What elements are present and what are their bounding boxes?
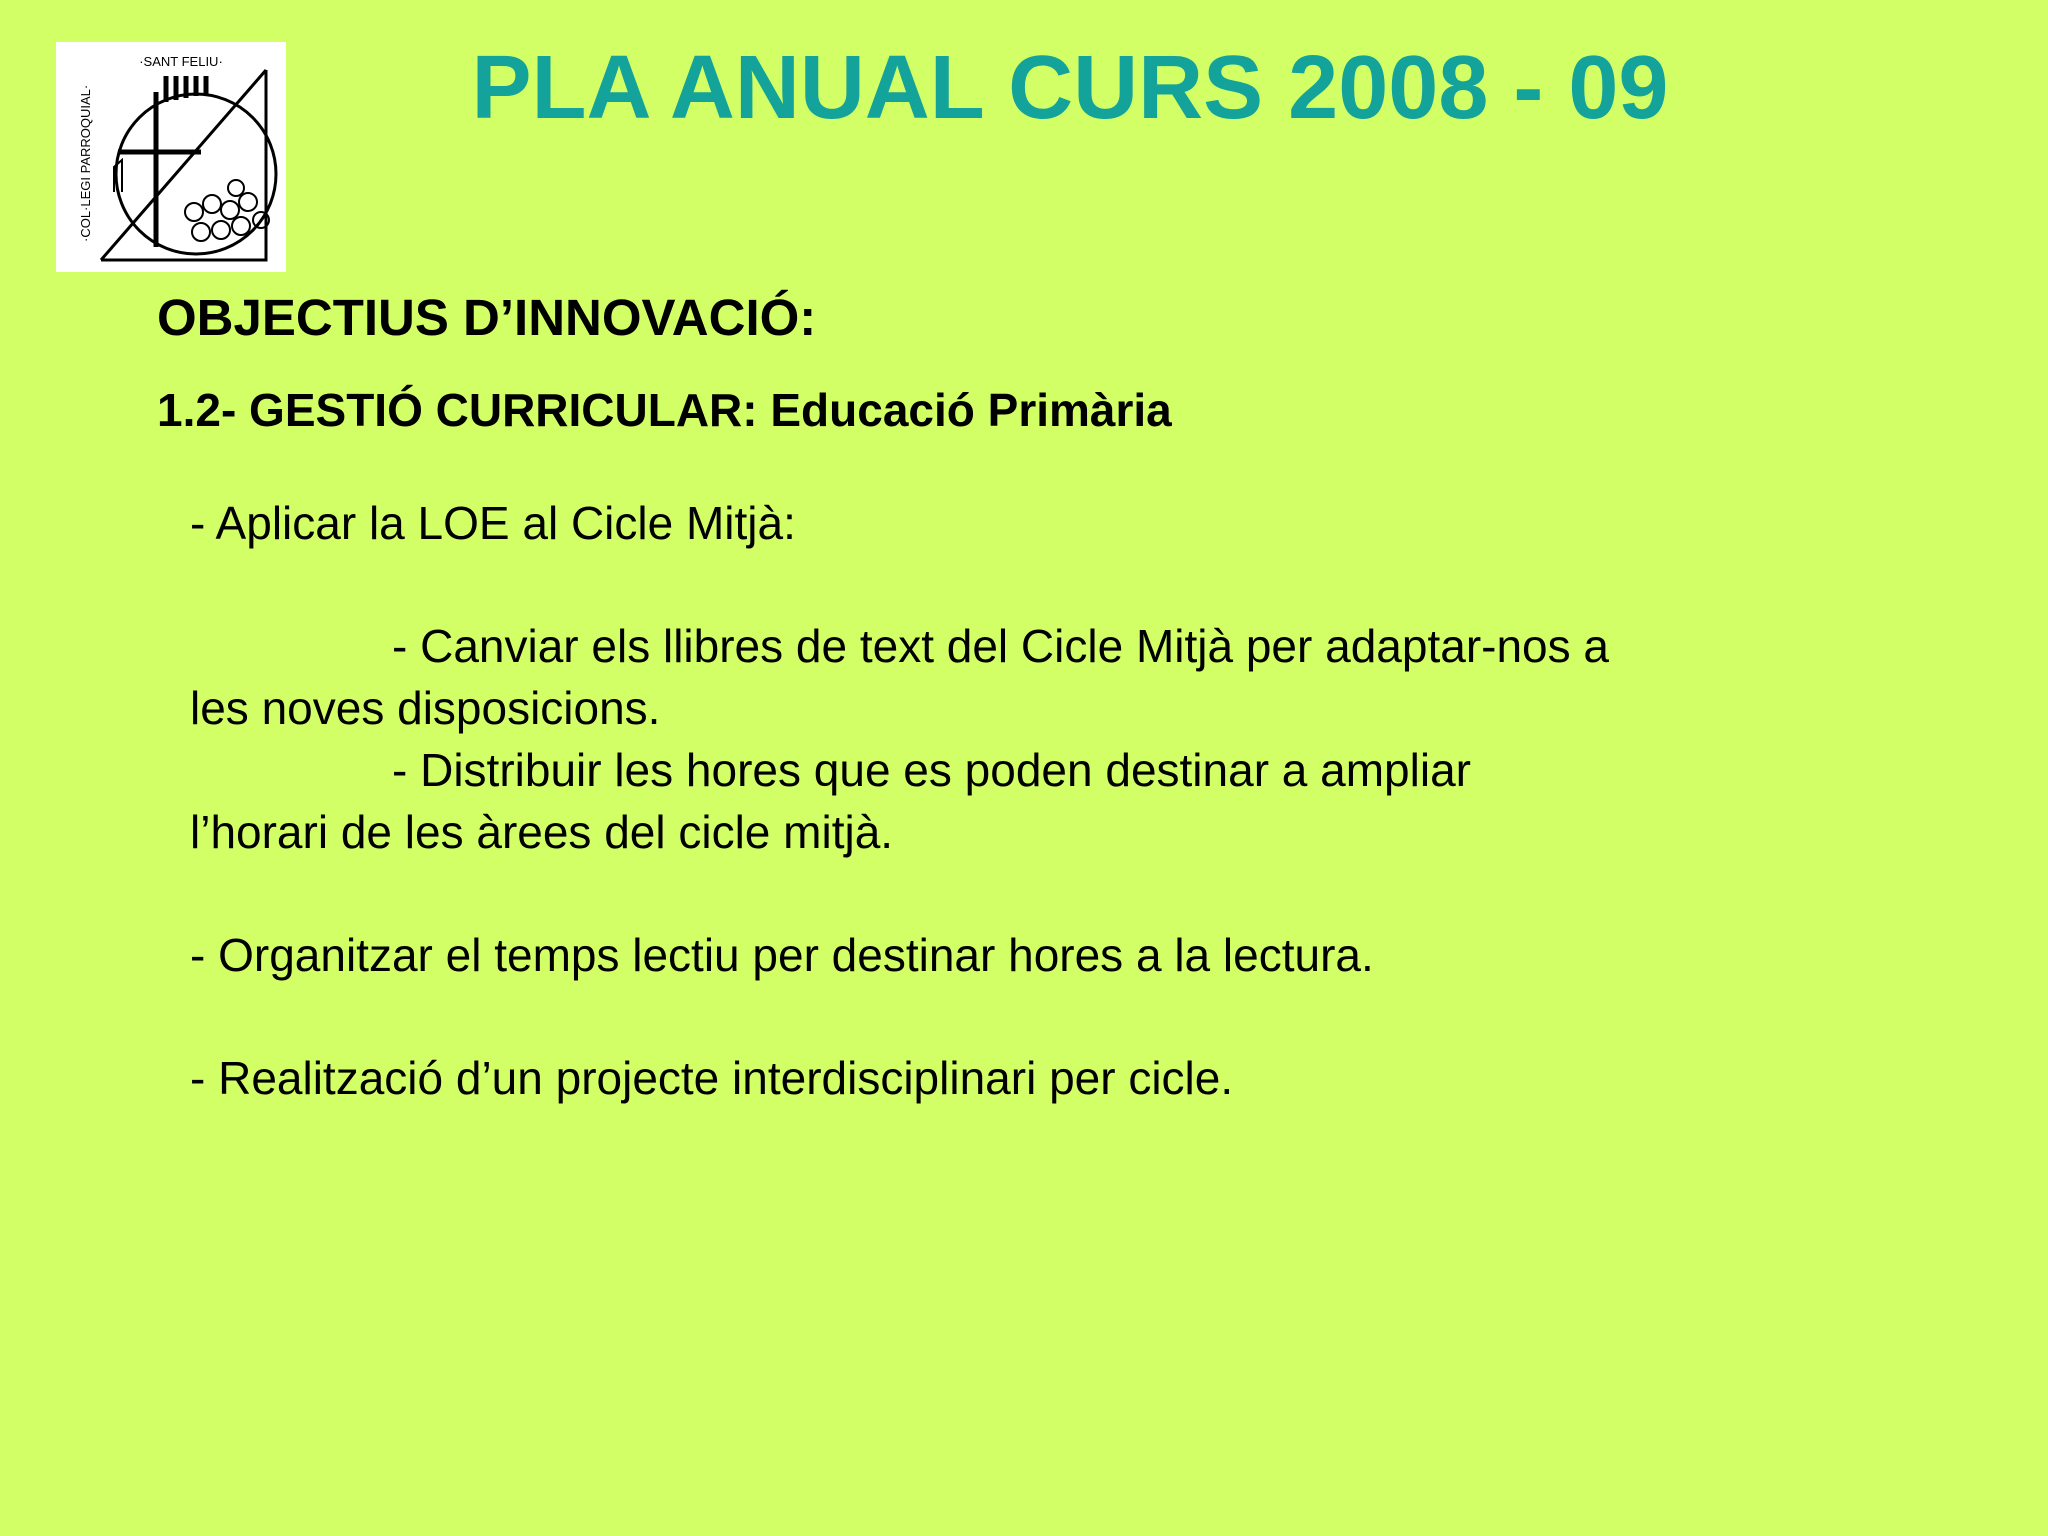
- school-crest-icon: [56, 42, 286, 272]
- section-heading: OBJECTIUS D’INNOVACIÓ:: [157, 289, 817, 346]
- list-item: - Realització d’un projecte interdisciplinari per cicle.: [190, 1052, 1234, 1104]
- logo-top-text: ·SANT FELIU·: [139, 54, 223, 69]
- sub-list-item-continuation: l’horari de les àrees del cicle mitjà.: [190, 806, 894, 858]
- sub-list-item-continuation: les noves disposicions.: [190, 682, 661, 734]
- sub-list-item: - Distribuir les hores que es poden destinar a ampliar: [392, 744, 1471, 796]
- logo-side-text: ·COL·LEGI PARROQUIAL·: [78, 84, 93, 242]
- school-logo: [56, 42, 286, 272]
- list-item: - Organitzar el temps lectiu per destinar hores a la lectura.: [190, 929, 1374, 981]
- sub-list-item: - Canviar els llibres de text del Cicle Mitjà per adaptar-nos a: [392, 620, 1609, 672]
- list-item: - Aplicar la LOE al Cicle Mitjà:: [190, 497, 796, 549]
- section-subheading: 1.2- GESTIÓ CURRICULAR: Educació Primària: [157, 384, 1172, 436]
- page-title: PLA ANUAL CURS 2008 - 09: [471, 38, 1669, 138]
